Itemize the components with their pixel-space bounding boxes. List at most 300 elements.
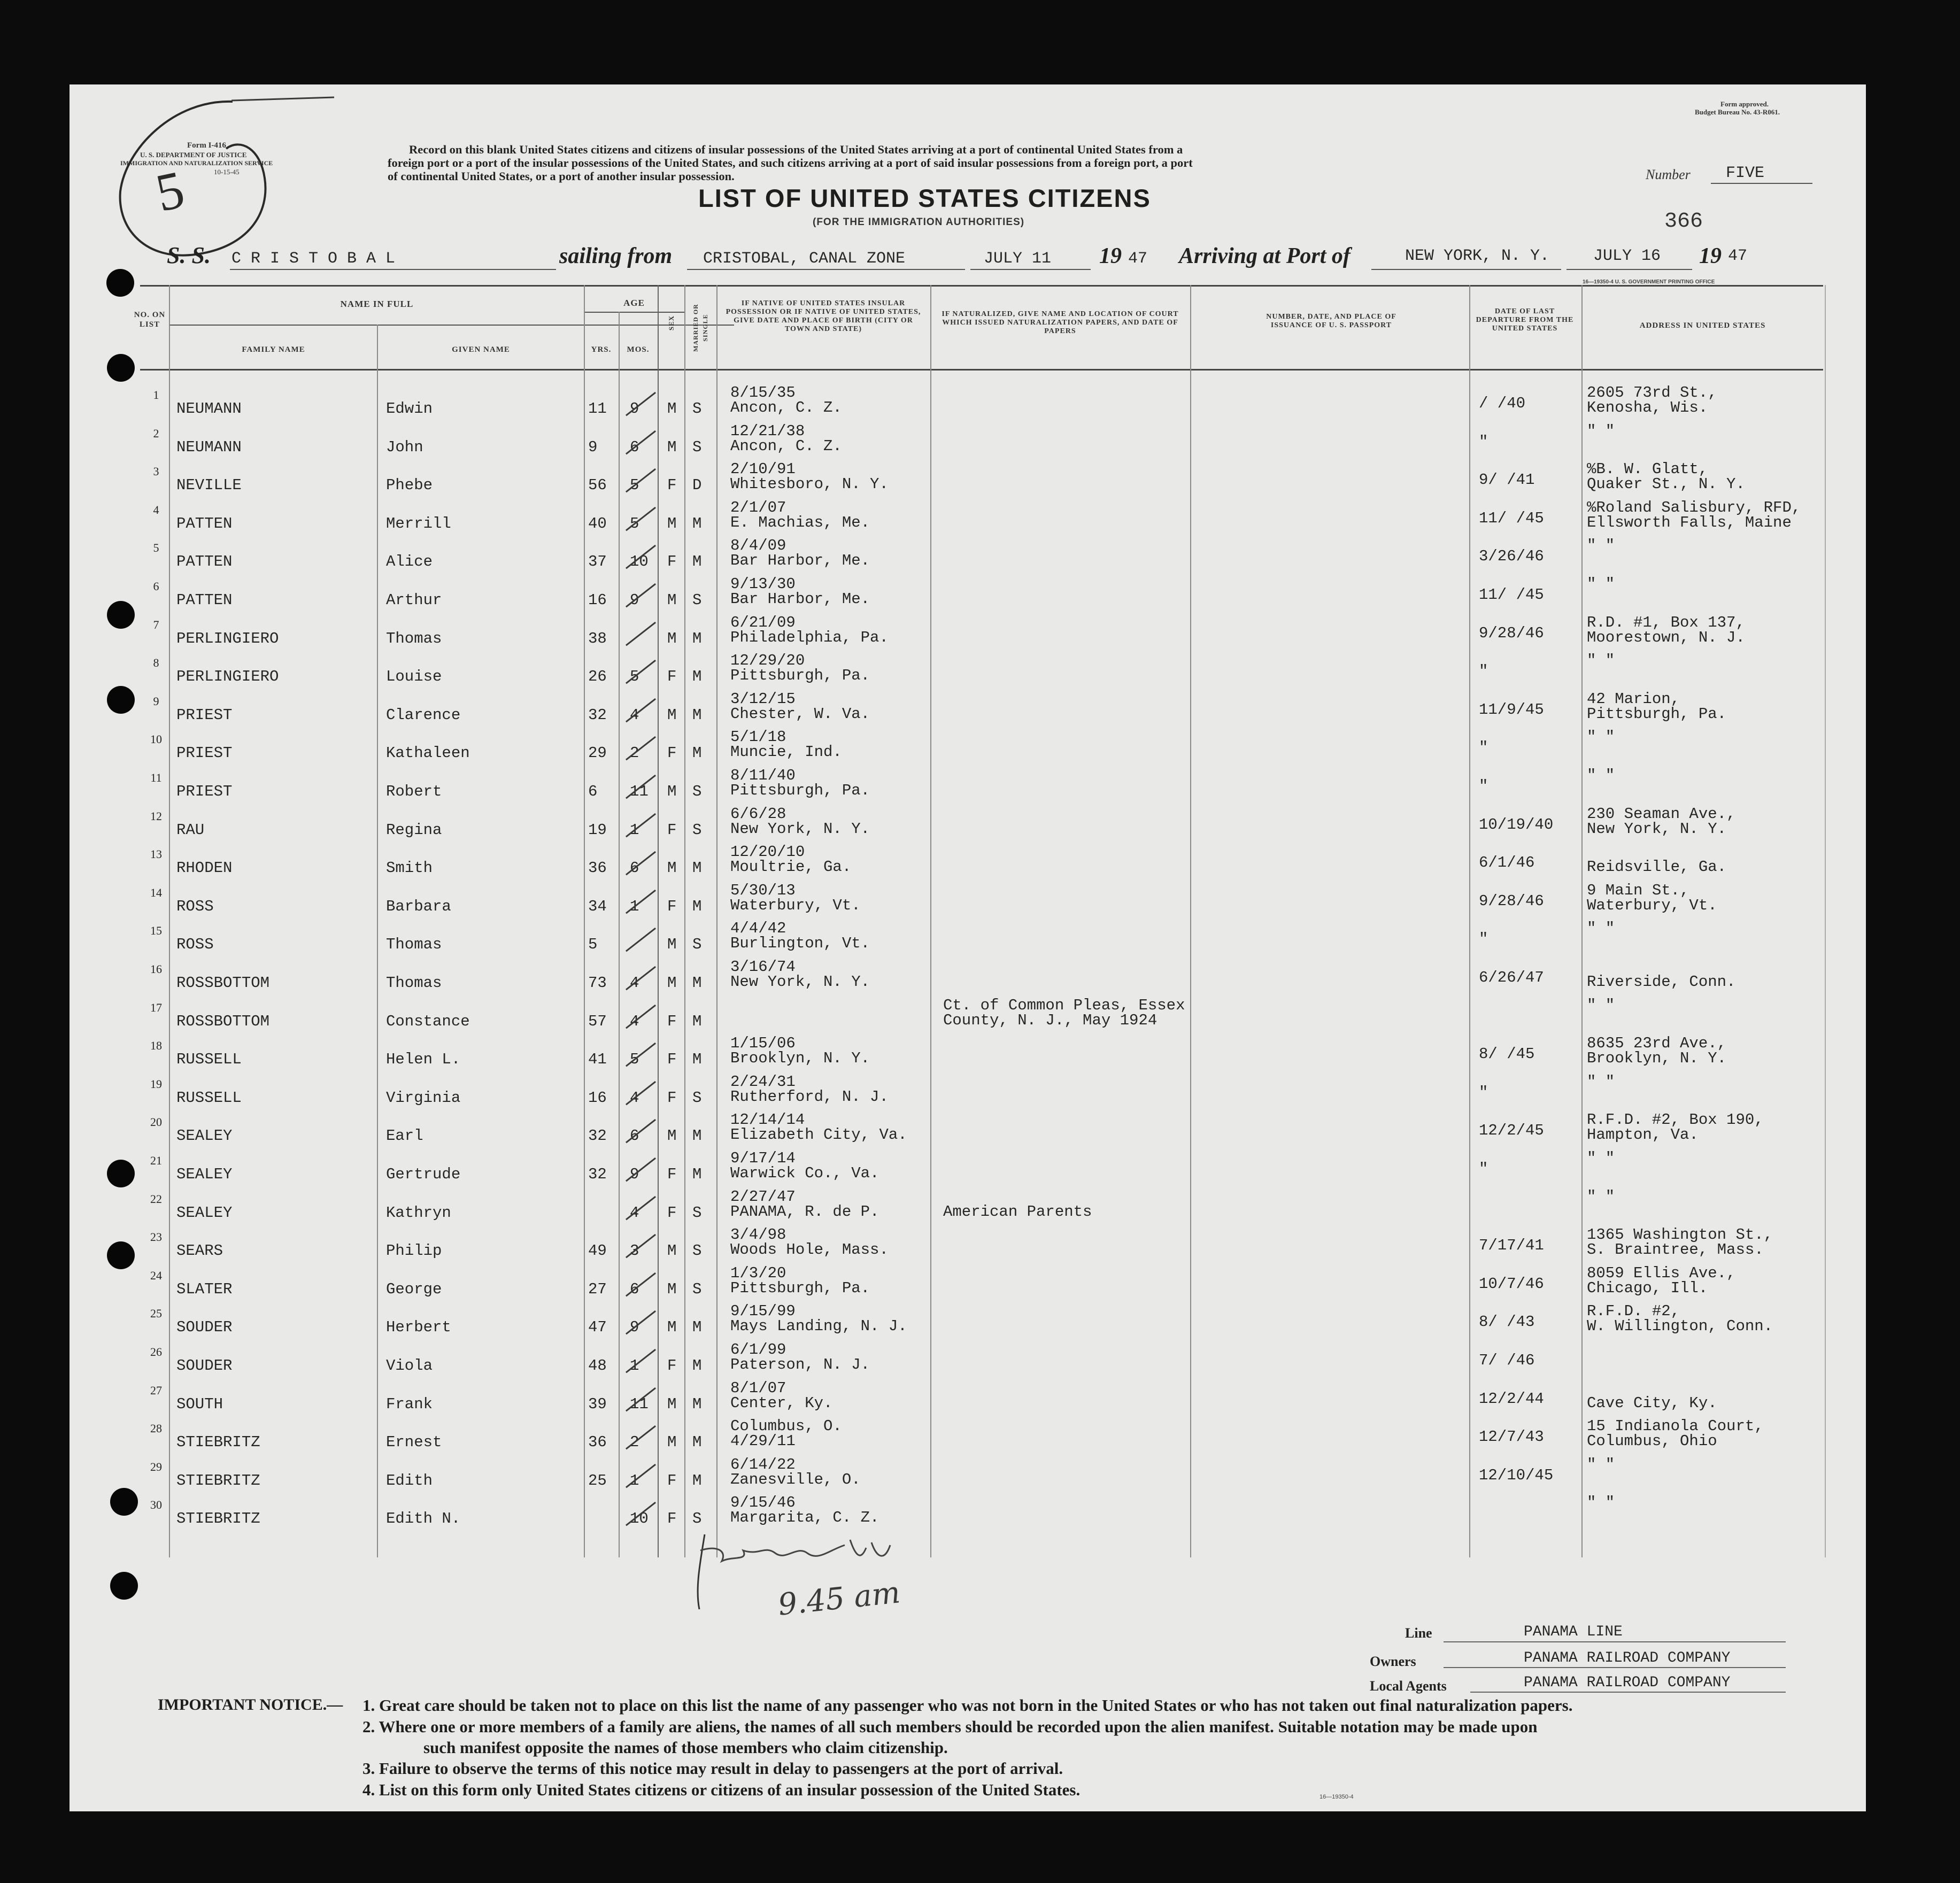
cell-addr1: 8635 23rd Ave.,	[1587, 1035, 1727, 1053]
cell-sex: F	[667, 1471, 677, 1490]
cell-no: 13	[150, 847, 162, 861]
notice-item-4: 4. List on this form only United States citizens or citizens of an insular possession of the United States.	[362, 1780, 1081, 1799]
cell-birth-date: 9/15/99	[730, 1302, 796, 1321]
cell-yrs: 32	[588, 1166, 607, 1183]
cell-no: 14	[150, 885, 162, 899]
cell-yrs: 36	[588, 859, 607, 877]
cell-birth-place: Center, Ky.	[730, 1394, 833, 1412]
cell-birth-date: 2/10/91	[730, 460, 796, 479]
cell-sex: F	[667, 744, 677, 762]
cell-ms: M	[692, 553, 702, 571]
cell-addr2: Chicago, Ill.	[1587, 1279, 1708, 1297]
cell-yrs: 73	[588, 974, 607, 992]
cell-ms: M	[692, 1166, 702, 1183]
cell-family: PATTEN	[176, 553, 233, 571]
cell-birth-place: New York, N. Y.	[730, 973, 870, 991]
col-passport-header: NUMBER, DATE, AND PLACE OF ISSUANCE OF U. S. PASSPORT	[1266, 313, 1396, 329]
cell-addr1: " "	[1587, 422, 1615, 440]
cell-addr2: S. Braintree, Mass.	[1587, 1241, 1764, 1259]
cell-addr1: R.F.D. #2,	[1587, 1302, 1680, 1321]
cell-ms: M	[692, 1012, 702, 1030]
cell-family: RAU	[176, 821, 205, 839]
cell-birth-date: 12/29/20	[730, 652, 805, 670]
cell-addr1: 15 Indianola Court,	[1587, 1417, 1764, 1436]
cell-yrs: 11	[588, 400, 607, 418]
cell-ms: M	[692, 668, 702, 686]
cell-addr1: " "	[1587, 652, 1615, 670]
cell-sex: M	[667, 1242, 677, 1260]
cell-addr1: " "	[1587, 920, 1615, 938]
cell-sex: M	[667, 438, 677, 456]
cell-departure: "	[1479, 662, 1488, 681]
cell-birth-date: 5/30/13	[730, 881, 796, 899]
cell-ms: M	[692, 629, 702, 647]
cell-given: Earl	[386, 1127, 423, 1145]
cell-birth-place: Bar Harbor, Me.	[730, 590, 870, 608]
cell-ms: S	[692, 936, 702, 954]
cell-addr1: %Roland Salisbury, RFD,	[1587, 498, 1801, 516]
cell-birth-date: 5/1/18	[730, 728, 786, 746]
cell-given: Edith N.	[386, 1510, 461, 1528]
cell-no: 30	[150, 1498, 162, 1512]
cell-no: 25	[150, 1307, 162, 1321]
cell-birth-place: Zanesville, O.	[730, 1470, 861, 1488]
cell-family: SEALEY	[176, 1127, 233, 1145]
notice-item-2-continued: such manifest opposite the names of those members who claim citizenship.	[423, 1738, 948, 1757]
cell-sex: M	[667, 706, 677, 724]
table-row	[70, 1035, 1866, 1073]
cell-birth-place: Whitesboro, N. Y.	[730, 475, 889, 493]
table-row	[70, 537, 1866, 575]
cell-family: PATTEN	[176, 514, 233, 533]
cell-family: PATTEN	[176, 591, 233, 609]
cell-addr2: Reidsville, Ga.	[1587, 858, 1727, 876]
cell-given: Thomas	[386, 936, 442, 954]
table-row	[70, 728, 1866, 767]
cell-sex: M	[667, 974, 677, 992]
col-naturalized-header: IF NATURALIZED, GIVE NAME AND LOCATION OF COURT WHICH ISSUED NATURALIZATION PAPERS, AND DATE OF PAPERS	[942, 310, 1179, 335]
page-title: LIST OF UNITED STATES CITIZENS	[698, 184, 1151, 212]
cell-addr1: 230 Seaman Ave.,	[1587, 805, 1736, 823]
cell-addr1: " "	[1587, 1187, 1615, 1206]
cell-addr1: " "	[1587, 1149, 1615, 1167]
ss-label: S. S.	[167, 242, 211, 268]
cell-birth-date: 12/14/14	[730, 1111, 805, 1129]
cell-birth-place: Pittsburgh, Pa.	[730, 782, 870, 799]
cell-birth-date: 6/21/09	[730, 613, 796, 631]
table-row	[70, 958, 1866, 997]
cell-yrs: 26	[588, 668, 607, 686]
cell-addr2: Cave City, Ky.	[1587, 1394, 1717, 1412]
cell-ms: D	[692, 476, 702, 495]
cell-sex: M	[667, 1127, 677, 1145]
page-subtitle: (FOR THE IMMIGRATION AUTHORITIES)	[813, 217, 1025, 228]
cell-given: Constance	[386, 1012, 470, 1030]
cell-yrs: 57	[588, 1012, 607, 1030]
cell-given: Phebe	[386, 476, 433, 495]
cell-yrs: 36	[588, 1433, 607, 1452]
cell-birth-place: Pittsburgh, Pa.	[730, 667, 870, 685]
cell-family: PRIEST	[176, 783, 233, 800]
cell-no: 8	[153, 656, 159, 670]
cell-ms: M	[692, 1357, 702, 1375]
agents-value: PANAMA RAILROAD COMPANY	[1524, 1674, 1731, 1691]
col-family-header: FAMILY NAME	[242, 345, 305, 354]
cell-birth-date: 8/15/35	[730, 384, 796, 402]
notice-item-3: 3. Failure to observe the terms of this notice may result in delay to passengers at the port of arrival.	[362, 1759, 1063, 1778]
cell-given: Regina	[386, 821, 442, 839]
cell-birth-date: Columbus, O.	[730, 1417, 842, 1436]
cell-departure: 9/28/46	[1479, 892, 1544, 910]
cell-yrs: 32	[588, 1127, 607, 1145]
cell-sex: F	[667, 1012, 677, 1030]
cell-yrs: 27	[588, 1280, 607, 1298]
cell-ms: S	[692, 1203, 702, 1222]
cell-family: PRIEST	[176, 744, 233, 762]
cell-given: Virginia	[386, 1089, 461, 1107]
cell-given: Helen L.	[386, 1051, 461, 1069]
cell-addr1: " "	[1587, 1494, 1615, 1512]
cell-addr2: Brooklyn, N. Y.	[1587, 1049, 1727, 1068]
cell-sex: F	[667, 821, 677, 839]
footer-code: 16—19350-4	[1319, 1794, 1354, 1800]
table-row	[70, 1494, 1866, 1532]
cell-ms: S	[692, 783, 702, 800]
cell-birth-date: 6/6/28	[730, 805, 786, 823]
sailing-from: CRISTOBAL, CANAL ZONE	[703, 250, 906, 268]
cell-family: STIEBRITZ	[176, 1510, 260, 1528]
cell-birth-date: 8/11/40	[730, 767, 796, 784]
cell-departure: 10/7/46	[1479, 1275, 1544, 1293]
cell-mos: 1	[630, 821, 639, 839]
cell-mos: 5	[630, 476, 639, 495]
col-age-header: AGE	[623, 298, 645, 308]
cell-given: Louise	[386, 668, 442, 686]
col-sex-header: SEX	[667, 315, 675, 331]
cell-addr1: " "	[1587, 575, 1615, 593]
cell-family: ROSS	[176, 936, 214, 954]
cell-family: PERLINGIERO	[176, 668, 279, 686]
form-approved: Form approved.	[1720, 100, 1769, 108]
cell-sex: F	[667, 668, 677, 686]
cell-ms: M	[692, 1318, 702, 1337]
cell-birth-place: Brooklyn, N. Y.	[730, 1049, 870, 1068]
cell-family: ROSSBOTTOM	[176, 974, 270, 992]
cell-family: SEARS	[176, 1242, 223, 1260]
cell-yrs: 19	[588, 821, 607, 839]
cell-departure: 10/19/40	[1479, 815, 1554, 834]
agents-label: Local Agents	[1370, 1678, 1447, 1694]
cell-no: 7	[153, 618, 159, 631]
arriving-label: Arriving at Port of	[1179, 244, 1351, 268]
cell-addr1: 42 Marion,	[1587, 690, 1680, 708]
cell-ms: S	[692, 1510, 702, 1528]
cell-given: Clarence	[386, 706, 461, 724]
cell-family: SOUDER	[176, 1357, 233, 1375]
cell-no: 15	[150, 924, 162, 938]
cell-departure: "	[1479, 1160, 1488, 1178]
col-birth-header: IF NATIVE OF UNITED STATES INSULAR POSSESSION OR IF NATIVE OF UNITED STATES, GIVE DATE AND PLACE OF BIRTH (CITY OR TOWN AND STATE)	[726, 299, 921, 333]
arrive-date: JULY 16	[1593, 247, 1661, 265]
department: U. S. DEPARTMENT OF JUSTICE	[140, 151, 247, 159]
cell-departure: 11/ /45	[1479, 509, 1544, 527]
cell-addr2: Riverside, Conn.	[1587, 973, 1736, 991]
table-row	[70, 575, 1866, 614]
cell-mos: 11	[630, 783, 649, 800]
instruction-line-1: Record on this blank United States citizens and citizens of insular possessions of the United States arriving at a port of continental United States from a	[409, 143, 1183, 156]
cell-birth-place: Chester, W. Va.	[730, 705, 870, 723]
cell-no: 21	[150, 1154, 162, 1167]
cell-departure: 12/10/45	[1479, 1466, 1554, 1484]
cell-birth-date: 9/13/30	[730, 575, 796, 593]
cell-birth-place: Woods Hole, Mass.	[730, 1241, 889, 1259]
cell-departure: 7/17/41	[1479, 1237, 1544, 1255]
cell-yrs: 16	[588, 591, 607, 609]
cell-sex: M	[667, 859, 677, 877]
cell-no: 26	[150, 1345, 162, 1359]
cell-given: Thomas	[386, 629, 442, 647]
arrive-year-prefix: 19	[1699, 244, 1722, 268]
cell-departure: "	[1479, 1083, 1488, 1101]
cell-given: Herbert	[386, 1318, 451, 1337]
cell-nat2: County, N. J., May 1924	[943, 1011, 1158, 1029]
notice-label: IMPORTANT NOTICE.—	[158, 1696, 343, 1714]
table-row	[70, 1341, 1866, 1379]
cell-given: Philip	[386, 1242, 442, 1260]
budget-number: Budget Bureau No. 43-R061.	[1695, 108, 1780, 116]
cell-yrs: 38	[588, 629, 607, 647]
cell-mos: 9	[630, 1166, 639, 1183]
cell-addr1: 9 Main St.,	[1587, 881, 1689, 899]
cell-family: NEUMANN	[176, 438, 242, 456]
cell-given: Edwin	[386, 400, 433, 418]
page-number: 366	[1664, 210, 1703, 234]
cell-ms: S	[692, 1280, 702, 1298]
cell-no: 16	[150, 962, 162, 976]
cell-addr2: Ellsworth Falls, Maine	[1587, 513, 1792, 531]
cell-sex: M	[667, 783, 677, 800]
cell-no: 18	[150, 1039, 162, 1053]
cell-mos: 5	[630, 514, 639, 533]
cell-mos: 6	[630, 438, 639, 456]
cell-yrs: 41	[588, 1051, 607, 1069]
cell-addr1: %B. W. Glatt,	[1587, 460, 1708, 479]
cell-no: 17	[150, 1000, 162, 1014]
table-row	[70, 614, 1866, 652]
cell-birth-date: 4/4/42	[730, 920, 786, 938]
table-row	[70, 422, 1866, 461]
cell-addr1: 2605 73rd St.,	[1587, 384, 1717, 402]
cell-no: 28	[150, 1422, 162, 1436]
instruction-line-2: foreign port or a port of the insular possessions of the United States, and such citizens arriving at a port of said insular possessions from a foreign port, a port	[388, 156, 1193, 169]
cell-addr2: W. Willington, Conn.	[1587, 1317, 1773, 1336]
cell-mos: 2	[630, 744, 639, 762]
cell-birth-date: 9/17/14	[730, 1149, 796, 1167]
cell-addr1: 8059 Ellis Ave.,	[1587, 1264, 1736, 1282]
cell-ms: M	[692, 1395, 702, 1413]
cell-given: Kathryn	[386, 1203, 451, 1222]
col-married-header: MARRIED OR SINGLE	[692, 304, 709, 352]
owners-value: PANAMA RAILROAD COMPANY	[1524, 1650, 1731, 1666]
cell-birth-place: PANAMA, R. de P.	[730, 1202, 879, 1221]
cell-no: 2	[153, 426, 159, 440]
table-row	[70, 1264, 1866, 1303]
table-row	[70, 1379, 1866, 1418]
cell-sex: F	[667, 1357, 677, 1375]
cell-mos: 5	[630, 1051, 639, 1069]
cell-departure: 6/26/47	[1479, 969, 1544, 986]
cell-birth-place: Burlington, Vt.	[730, 935, 870, 953]
cell-mos: 4	[630, 1012, 639, 1030]
cell-birth-place: New York, N. Y.	[730, 820, 870, 838]
cell-mos: 9	[630, 1318, 639, 1337]
table-row	[70, 499, 1866, 537]
printer-mark: 16—19350-4 U. S. GOVERNMENT PRINTING OFFICE	[1583, 279, 1715, 285]
cell-addr1: " "	[1587, 537, 1615, 555]
cell-no: 27	[150, 1383, 162, 1397]
cell-mos: 1	[630, 897, 639, 915]
cell-yrs: 48	[588, 1357, 607, 1375]
cell-birth-date: 2/27/47	[730, 1187, 796, 1206]
cell-birth-date: 9/15/46	[730, 1494, 796, 1512]
cell-sex: F	[667, 476, 677, 495]
cell-departure: 6/1/46	[1479, 854, 1535, 872]
cell-mos: 6	[630, 1280, 639, 1298]
cell-sex: M	[667, 1318, 677, 1337]
cell-no: 29	[150, 1460, 162, 1473]
cell-no: 12	[150, 809, 162, 823]
handwritten-time: 9.45 am	[776, 1575, 902, 1623]
cell-departure: 12/2/45	[1479, 1122, 1544, 1140]
cell-addr1: " "	[1587, 996, 1615, 1014]
cell-given: Frank	[386, 1395, 433, 1413]
circled-number: 5	[151, 159, 189, 223]
arrive-year: 47	[1728, 247, 1748, 265]
cell-sex: F	[667, 1051, 677, 1069]
cell-family: SEALEY	[176, 1203, 233, 1222]
cell-ms: S	[692, 400, 702, 418]
cell-no: 11	[150, 771, 162, 784]
col-departure-header: DATE OF LAST DEPARTURE FROM THE UNITED STATES	[1476, 307, 1574, 333]
col-mos-header: MOS.	[627, 345, 650, 354]
cell-sex: F	[667, 1203, 677, 1222]
notice-item-1: 1. Great care should be taken not to place on this list the name of any passenger who was not born in the United States or who has not taken out final naturalization papers.	[362, 1696, 1573, 1715]
cell-birth-place: Muncie, Ind.	[730, 743, 842, 761]
cell-addr1: R.D. #1, Box 137,	[1587, 613, 1745, 631]
cell-departure: 12/2/44	[1479, 1390, 1544, 1408]
cell-birth-date: 3/12/15	[730, 690, 796, 708]
cell-birth-place: Ancon, C. Z.	[730, 437, 842, 455]
table-row	[70, 997, 1866, 1035]
line-value: PANAMA LINE	[1524, 1624, 1623, 1640]
cell-birth-date: 12/20/10	[730, 843, 805, 861]
cell-birth-date: 3/16/74	[730, 958, 796, 976]
table-row	[70, 690, 1866, 729]
table-row	[70, 882, 1866, 920]
cell-ms: M	[692, 706, 702, 724]
table-row	[70, 1456, 1866, 1494]
col-given-header: GIVEN NAME	[452, 345, 510, 354]
cell-departure: "	[1479, 433, 1488, 451]
cell-departure: 9/28/46	[1479, 624, 1544, 642]
cell-sex: M	[667, 1433, 677, 1452]
cell-sex: M	[667, 1280, 677, 1298]
cell-birth-place: Bar Harbor, Me.	[730, 552, 870, 570]
cell-addr2: Kenosha, Wis.	[1587, 399, 1708, 416]
table-row	[70, 1188, 1866, 1226]
cell-sex: M	[667, 629, 677, 647]
cell-yrs: 47	[588, 1318, 607, 1337]
number-value: FIVE	[1726, 164, 1765, 182]
cell-mos: 6	[630, 859, 639, 877]
cell-yrs: 6	[588, 783, 598, 800]
cell-ms: M	[692, 1471, 702, 1490]
cell-ms: S	[692, 1242, 702, 1260]
cell-mos: 1	[630, 1357, 639, 1375]
cell-family: RUSSELL	[176, 1051, 242, 1069]
cell-nat1: Ct. of Common Pleas, Essex	[943, 996, 1185, 1014]
cell-birth-place: Ancon, C. Z.	[730, 399, 842, 416]
arriving-port: NEW YORK, N. Y.	[1405, 247, 1550, 265]
cell-mos: 11	[630, 1395, 649, 1413]
cell-departure: 11/9/45	[1479, 700, 1544, 719]
table-row	[70, 1073, 1866, 1112]
cell-no: 3	[153, 465, 159, 479]
cell-birth-place: Elizabeth City, Va.	[730, 1126, 907, 1144]
cell-birth-place: Philadelphia, Pa.	[730, 628, 889, 646]
cell-addr2: Pittsburgh, Pa.	[1587, 705, 1727, 723]
cell-family: PRIEST	[176, 706, 233, 724]
cell-birth-place: Waterbury, Vt.	[730, 896, 861, 914]
cell-family: SEALEY	[176, 1166, 233, 1183]
cell-given: George	[386, 1280, 442, 1298]
cell-given: Thomas	[386, 974, 442, 992]
line-label: Line	[1405, 1625, 1432, 1641]
cell-addr1: " "	[1587, 767, 1615, 784]
cell-departure: 7/ /46	[1479, 1352, 1535, 1369]
cell-birth-place: Moultrie, Ga.	[730, 858, 852, 876]
cell-birth-date: 6/14/22	[730, 1455, 796, 1473]
col-address-header: ADDRESS IN UNITED STATES	[1639, 321, 1766, 330]
cell-addr1: " "	[1587, 728, 1615, 746]
cell-no: 20	[150, 1115, 162, 1129]
cell-ms: M	[692, 859, 702, 877]
cell-departure: 3/26/46	[1479, 547, 1544, 566]
cell-no: 1	[153, 388, 159, 402]
owners-label: Owners	[1370, 1654, 1416, 1669]
cell-family: SLATER	[176, 1280, 233, 1298]
cell-yrs: 49	[588, 1242, 607, 1260]
table-row	[70, 805, 1866, 844]
cell-given: John	[386, 438, 423, 456]
cell-birth-date: 1/3/20	[730, 1264, 786, 1282]
table-row	[70, 767, 1866, 805]
cell-given: Merrill	[386, 514, 451, 533]
table-row	[70, 920, 1866, 958]
cell-ms: M	[692, 744, 702, 762]
cell-no: 19	[150, 1077, 162, 1091]
table-row	[70, 384, 1866, 422]
cell-ms: M	[692, 974, 702, 992]
cell-sex: M	[667, 591, 677, 609]
table-row	[70, 1302, 1866, 1341]
cell-birth-date: 8/4/09	[730, 537, 786, 555]
cell-yrs: 34	[588, 897, 607, 915]
cell-mos: 3	[630, 1242, 639, 1260]
cell-yrs: 5	[588, 936, 598, 954]
cell-birth-date: 8/1/07	[730, 1379, 786, 1397]
col-yrs-header: YRS.	[591, 345, 612, 354]
